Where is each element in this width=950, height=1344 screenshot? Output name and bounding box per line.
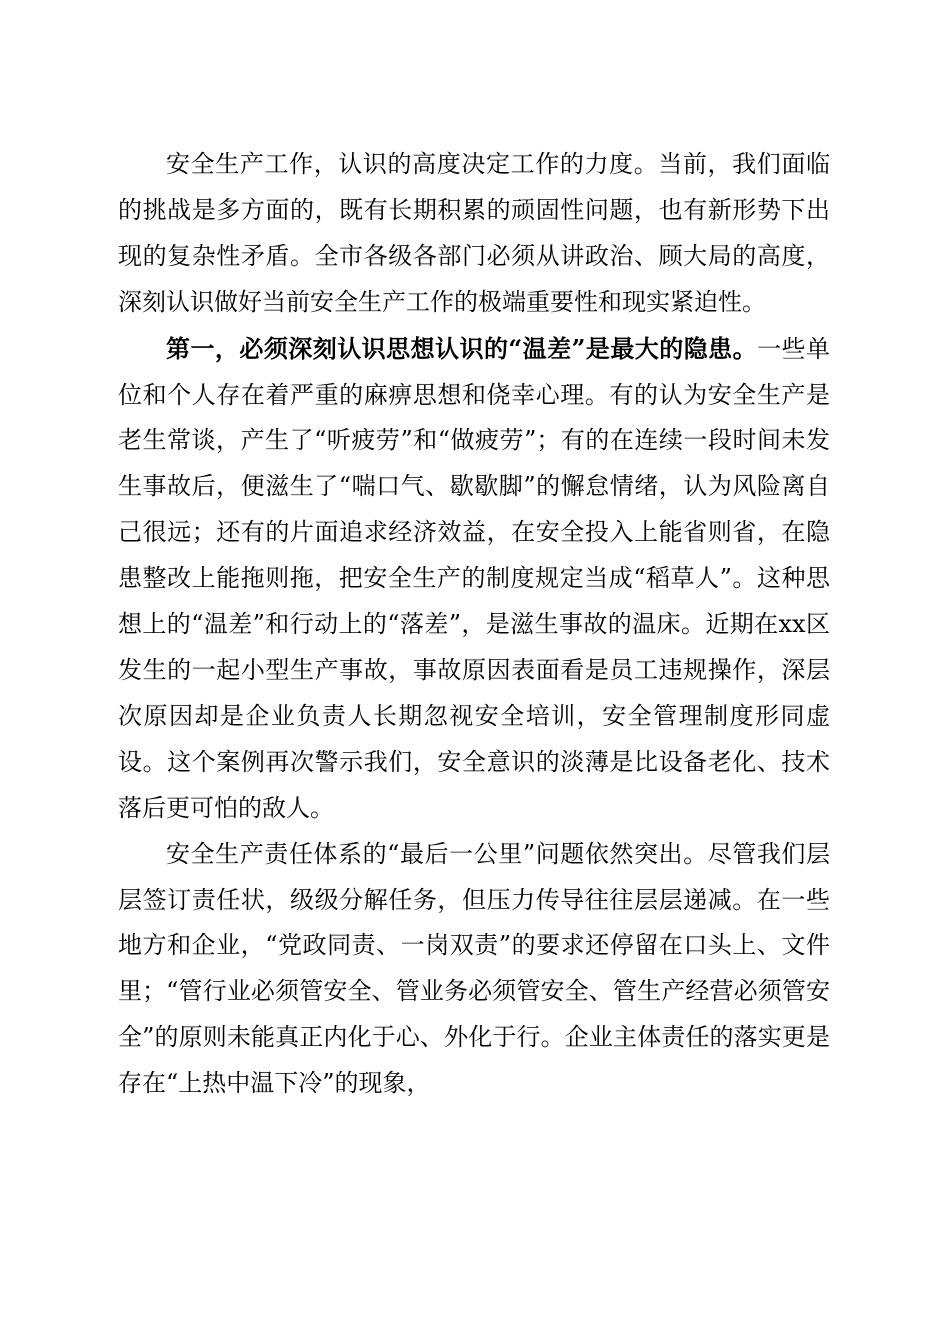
document-body: [118, 142, 830, 1107]
paragraph-first-point: [118, 326, 830, 832]
paragraph-first-point-heading: 第一，必须深刻认识思想认识的“温差”是最大的隐患。: [166, 333, 758, 363]
paragraph-intro-text: 安全生产工作，认识的高度决定工作的力度。当前，我们面临的挑战是多方面的，既有长期积累的顽固性问题，也有新形势下出现的复杂性矛盾。全市各级各部门必须从讲政治、顾大局的高度，深刻认识做好当前安全生产工作的极端重要性和现实紧迫性。: [118, 150, 830, 316]
paragraph-first-point-text: 一些单位和个人存在着严重的麻痹思想和侥幸心理。有的认为安全生产是老生常谈，产生了“听疲劳”和“做疲劳”；有的在连续一段时间未发生事故后，便滋生了“喘口气、歇歇脚”的懈怠情绪，认为风险离自己很远；还有的片面追求经济效益，在安全投入上能省则省，在隐患整改上能拖则拖，把安全生产的制度规定当成“稻草人”。这种思想上的“温差”和行动上的“落差”，是滋生事故的温床。近期在xx区发生的一起小型生产事故，事故原因表面看是员工违规操作，深层次原因却是企业负责人长期忽视安全培训，安全管理制度形同虚设。这个案例再次警示我们，安全意识的淡薄是比设备老化、技术落后更可怕的敌人。: [118, 334, 831, 822]
paragraph-responsibility: [118, 832, 830, 1107]
paragraph-intro: [118, 142, 830, 326]
paragraph-responsibility-text: 安全生产责任体系的“最后一公里”问题依然突出。尽管我们层层签订责任状，级级分解任务，但压力传导往往层层递减。在一些地方和企业，“党政同责、一岗双责”的要求还停留在口头上、文件里；“管行业必须管安全、管业务必须管安全、管生产经营必须管安全”的原则未能真正内化于心、外化于行。企业主体责任的落实更是存在“上热中温下冷”的现象，: [118, 839, 830, 1098]
